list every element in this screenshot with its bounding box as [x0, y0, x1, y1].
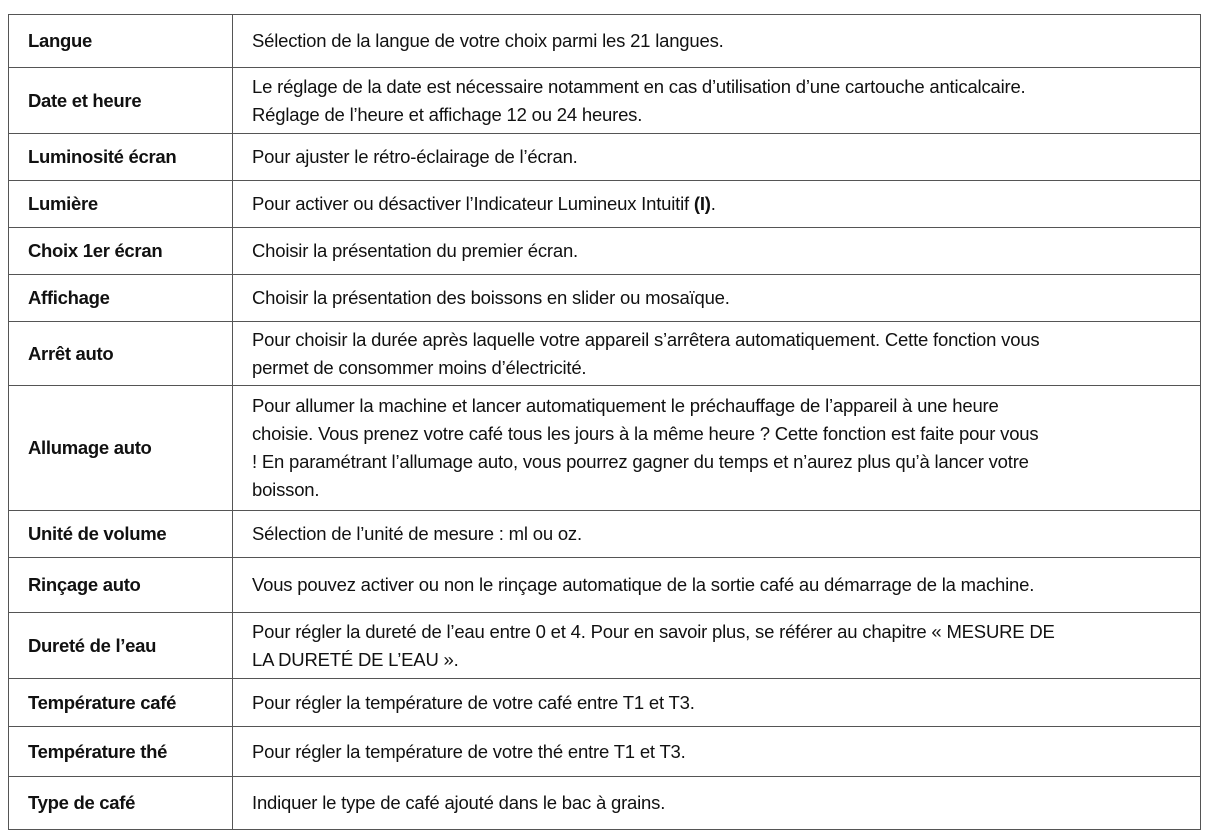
table-row [9, 511, 1201, 558]
row-label: Date et heure [9, 68, 233, 134]
table-row [9, 275, 1201, 322]
row-label: Température thé [9, 727, 233, 777]
row-description [233, 386, 1201, 511]
description-text: Pour activer ou désactiver l’Indicateur Lumineux Intuitif [252, 193, 694, 214]
table-row [9, 386, 1201, 511]
row-label: Type de café [9, 777, 233, 830]
row-description [233, 181, 1201, 228]
row-description: Sélection de la langue de votre choix parmi les 21 langues. [233, 15, 1201, 68]
table-row [9, 777, 1201, 830]
row-label: Choix 1er écran [9, 228, 233, 275]
row-description: Pour régler la température de votre café entre T1 et T3. [233, 679, 1201, 727]
description-end: . [710, 193, 716, 214]
row-label: Luminosité écran [9, 134, 233, 181]
row-label: Lumière [9, 181, 233, 228]
row-description: Vous pouvez activer ou non le rinçage automatique de la sortie café au démarrage de la machine. [233, 558, 1201, 613]
row-description [233, 613, 1201, 679]
description-line: ! En paramétrant l’allumage auto, vous pourrez gagner du temps et n’aurez plus qu’à lancer votre [252, 451, 1029, 472]
description-line: Le réglage de la date est nécessaire notamment en cas d’utilisation d’une cartouche anticalcaire. [252, 75, 1026, 97]
description-line: boisson. [252, 479, 320, 500]
description-line: Pour allumer la machine et lancer automatiquement le préchauffage de l’appareil à une heure [252, 395, 999, 416]
row-label: Arrêt auto [9, 322, 233, 386]
row-description: Pour régler la température de votre thé entre T1 et T3. [233, 727, 1201, 777]
row-description: Choisir la présentation des boissons en slider ou mosaïque. [233, 275, 1201, 322]
row-label: Affichage [9, 275, 233, 322]
description-line: choisie. Vous prenez votre café tous les jours à la même heure ? Cette fonction est faite pour vous [252, 423, 1039, 444]
description-line: Réglage de l’heure et affichage 12 ou 24 heures. [252, 103, 643, 125]
table-row [9, 322, 1201, 386]
settings-table [8, 14, 1201, 830]
table-row [9, 134, 1201, 181]
description-line: permet de consommer moins d’électricité. [252, 356, 587, 378]
row-description [233, 322, 1201, 386]
row-label: Langue [9, 15, 233, 68]
description-line: Pour choisir la durée après laquelle votre appareil s’arrêtera automatiquement. Cette fonction vous [252, 328, 1040, 350]
table-row [9, 558, 1201, 613]
row-description: Indiquer le type de café ajouté dans le bac à grains. [233, 777, 1201, 830]
table-row [9, 181, 1201, 228]
row-description: Choisir la présentation du premier écran. [233, 228, 1201, 275]
row-label: Rinçage auto [9, 558, 233, 613]
table-row [9, 679, 1201, 727]
row-label: Dureté de l’eau [9, 613, 233, 679]
row-description [233, 68, 1201, 134]
table-row [9, 15, 1201, 68]
table-row [9, 68, 1201, 134]
row-label: Température café [9, 679, 233, 727]
table-row [9, 613, 1201, 679]
table-row [9, 228, 1201, 275]
table-row [9, 727, 1201, 777]
indicator-reference: (I) [693, 193, 711, 214]
description-line: LA DURETÉ DE L’EAU ». [252, 648, 459, 670]
row-description: Pour ajuster le rétro-éclairage de l’écran. [233, 134, 1201, 181]
row-label: Allumage auto [9, 386, 233, 511]
row-description: Sélection de l’unité de mesure : ml ou oz. [233, 511, 1201, 558]
row-label: Unité de volume [9, 511, 233, 558]
description-line: Pour régler la dureté de l’eau entre 0 et 4. Pour en savoir plus, se référer au chapitre « MESURE DE [252, 620, 1055, 642]
